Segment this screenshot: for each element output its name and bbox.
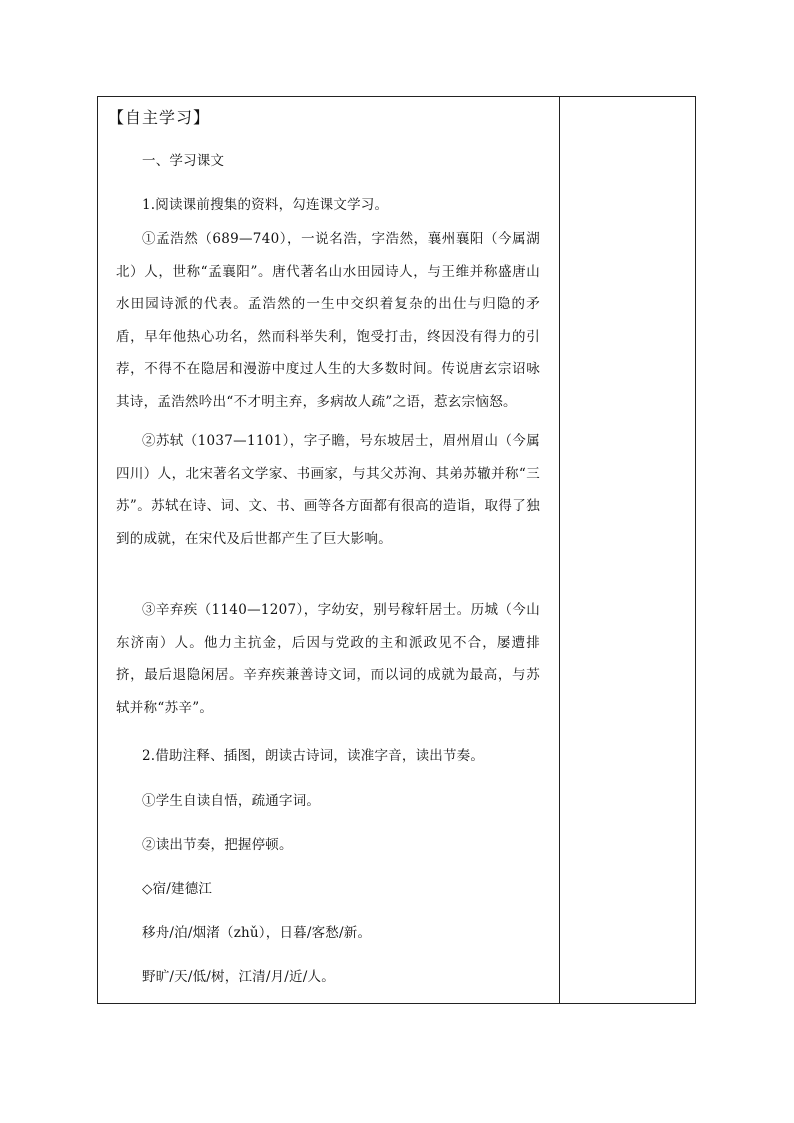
bio-xin-qiji: ③辛弃疾（1140—1207），字幼安，别号稼轩居士。历城（今山东济南）人。他力主抗金，后因与党政的主和派政见不合，屡遭排挤，最后退隐闲居。辛弃疾兼善诗文词，而以词的成就为最高，与苏轼并称“苏辛”。 (116, 602, 540, 716)
bio-meng-haoran: ①孟浩然（689—740），一说名浩，字浩然，襄州襄阳（今属湖北）人，世称“孟襄阳”。唐代著名山水田园诗人，与王维并称盛唐山水田园诗派的代表。孟浩然的一生中交织着复杂的出仕与归隐的矛盾，早年他热心功名，然而科举失利，饱受打击，终因没有得力的引荐，不得不在隐居和漫游中度过人生的大多数时间。传说唐玄宗诏咏其诗，孟浩然吟出“不才明主弃，多病故人疏”之语，惹玄宗恼怒。 (116, 231, 540, 410)
poem-line-1: 移舟/泊/烟渚（zhǔ），日暮/客愁/新。 (142, 925, 372, 941)
step-1-text: ①学生自读自悟，疏通字词。 (142, 793, 321, 809)
section-heading: 【自主学习】 (108, 108, 211, 127)
item-2-text: 2.借助注释、插图，朗读古诗词，读准字音，读出节奏。 (142, 748, 485, 764)
main-cell (98, 97, 559, 1003)
poem-line-2: 野旷/天/低/树，江清/月/近/人。 (142, 969, 335, 985)
step-2-text: ②读出节奏，把握停顿。 (142, 837, 293, 853)
bio-su-shi: ②苏轼（1037—1101），字子瞻，号东坡居士，眉州眉山（今属四川）人，北宋著名文学家、书画家，与其父苏洵、其弟苏辙并称“三苏”。苏轼在诗、词、文、书、画等各方面都有很高的造诣，取得了独到的成就，在宋代及后世都产生了巨大影响。 (116, 433, 540, 547)
poem-title: ◇宿/建德江 (142, 881, 213, 897)
item-1-text: 1.阅读课前搜集的资料，勾连课文学习。 (142, 197, 389, 213)
notes-cell (560, 97, 695, 1003)
section-one-title: 一、学习课文 (142, 153, 225, 169)
lesson-table (97, 96, 696, 1004)
